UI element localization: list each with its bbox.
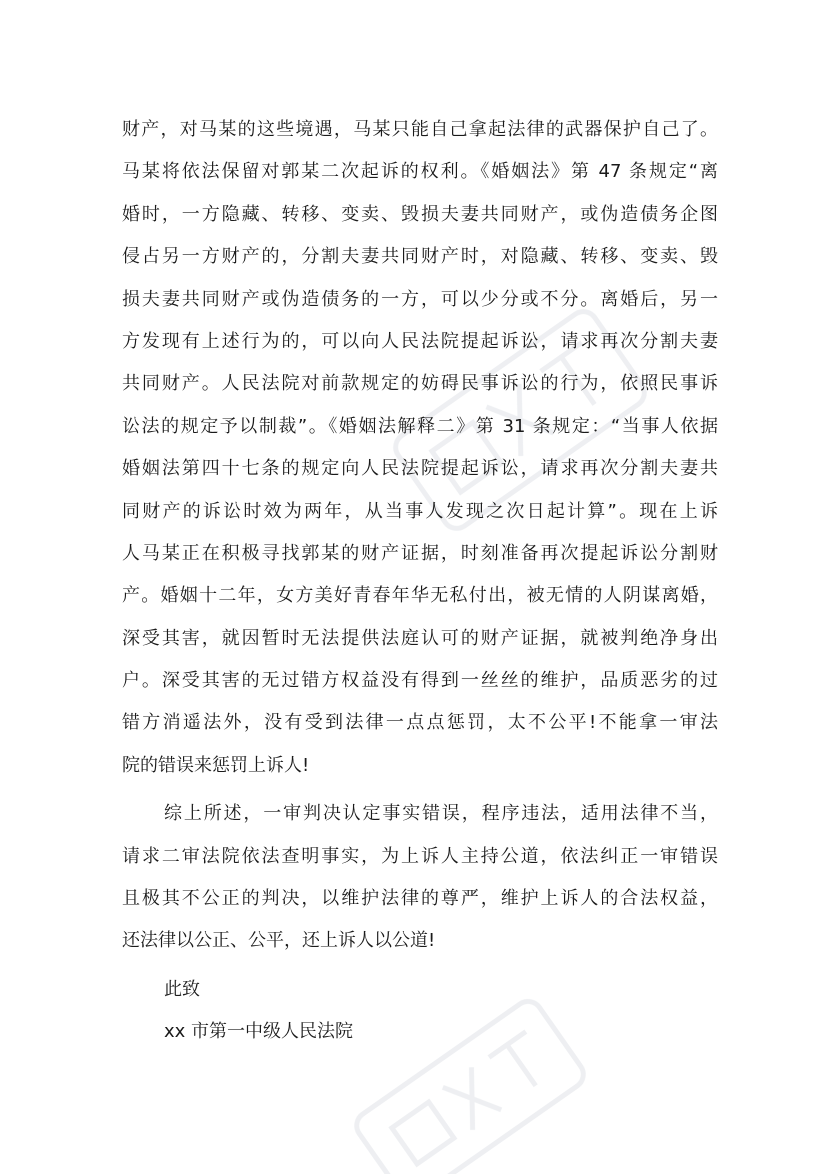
text-line: 产。婚姻十二年，女方美好青春年华无私付出，被无情的人阴谋离婚， xyxy=(122,585,718,607)
text-line: 讼法的规定予以制裁”。《婚姻法解释二》第 31 条规定：“当事人依据 xyxy=(122,415,718,437)
text-line: 财产，对马某的这些境遇，马某只能自己拿起法律的武器保护自己了。 xyxy=(122,119,718,140)
paragraph-conclusion xyxy=(122,793,718,963)
text-line: 深受其害，就因暂时无法提供法庭认可的财产证据，就被判绝净身出 xyxy=(122,627,718,649)
text-line: 人马某正在积极寻找郭某的财产证据，时刻准备再次提起诉讼分割财 xyxy=(122,542,718,564)
text-line: 方发现有上述行为的，可以向人民法院提起诉讼，请求再次分割夫妻 xyxy=(122,330,718,352)
letter-body xyxy=(122,109,718,1054)
text-line: 综上所述，一审判决认定事实错误，程序违法，适用法律不当， xyxy=(164,803,718,825)
text-line: 共同财产。人民法院对前款规定的妨碍民事诉讼的行为，依照民事诉 xyxy=(122,373,718,395)
paragraph-argument xyxy=(122,109,718,787)
text-line: 且极其不公正的判决，以维护法律的尊严，维护上诉人的合法权益， xyxy=(122,888,718,910)
text-line: 还法律以公正、公平，还上诉人以公道! xyxy=(122,930,436,952)
text-line: 侵占另一方财产的，分割夫妻共同财产时，对隐藏、转移、变卖、毁 xyxy=(122,246,718,268)
text-line: 婚时，一方隐藏、转移、变卖、毁损夫妻共同财产，或伪造债务企图 xyxy=(122,203,718,225)
salutation: 此致 xyxy=(164,978,200,1000)
text-line: 请求二审法院依法查明事实，为上诉人主持公道，依法纠正一审错误 xyxy=(122,845,718,867)
text-line: 院的错误来惩罚上诉人! xyxy=(122,754,310,776)
text-line: 婚姻法第四十七条的规定向人民法院提起诉讼，请求再次分割夫妻共 xyxy=(122,458,718,480)
text-line: 同财产的诉讼时效为两年，从当事人发现之次日起计算”。现在上诉 xyxy=(122,500,718,522)
text-line: 错方消遥法外，没有受到法律一点点惩罚，太不公平!不能拿一审法 xyxy=(122,712,718,734)
recipient-court: xx 市第一中级人民法院 xyxy=(164,1021,354,1043)
text-line: 损夫妻共同财产或伪造债务的一方，可以少分或不分。离婚后，另一 xyxy=(122,288,718,310)
text-line: 户。深受其害的无过错方权益没有得到一丝丝的维护，品质恶劣的过 xyxy=(122,670,718,692)
text-line: 马某将依法保留对郭某二次起诉的权利。《婚姻法》第 47 条规定“离 xyxy=(122,161,718,183)
